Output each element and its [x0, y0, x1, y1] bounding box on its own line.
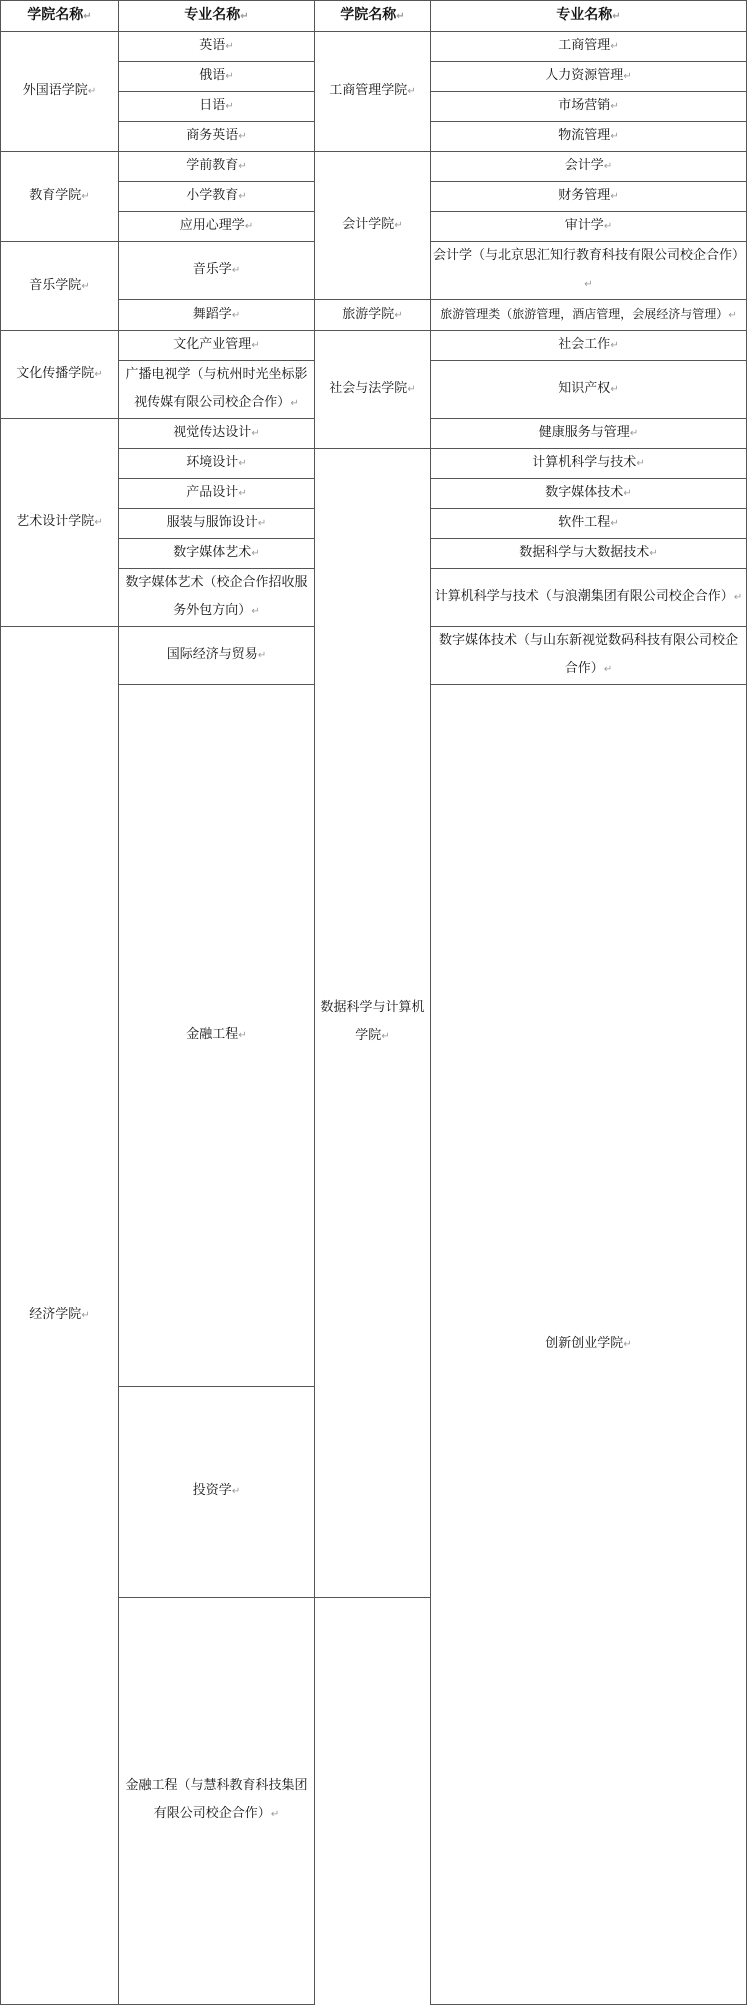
major-cell: 应用心理学↵ — [119, 212, 315, 242]
paragraph-mark-icon: ↵ — [251, 606, 260, 617]
paragraph-mark-icon: ↵ — [231, 309, 241, 321]
paragraph-mark-icon: ↵ — [394, 309, 403, 321]
table-row — [1, 32, 747, 62]
paragraph-mark-icon: ↵ — [623, 71, 632, 82]
paragraph-mark-icon: ↵ — [94, 369, 103, 380]
major-cell: 国际经济与贸易↵ — [119, 627, 315, 685]
major-cell: 音乐学↵ — [119, 242, 315, 300]
major-cell: 小学教育↵ — [119, 182, 315, 212]
paragraph-mark-icon: ↵ — [238, 1030, 247, 1041]
college-cell: 创新创业学院↵ — [431, 685, 747, 2005]
paragraph-mark-icon: ↵ — [238, 191, 247, 202]
major-cell: 服装与服饰设计↵ — [119, 509, 315, 539]
college-cell: 工商管理学院↵ — [315, 32, 431, 152]
paragraph-mark-icon: ↵ — [603, 664, 613, 675]
paragraph-mark-icon: ↵ — [381, 1031, 390, 1043]
paragraph-mark-icon: ↵ — [81, 280, 90, 292]
college-cell: 数据科学与计算机学院↵ — [315, 449, 431, 1598]
major-cell: 数字媒体艺术↵ — [119, 539, 315, 569]
paragraph-mark-icon: ↵ — [610, 384, 619, 395]
college-cell: 经济学院↵ — [1, 627, 119, 2005]
paragraph-mark-icon: ↵ — [87, 86, 97, 97]
paragraph-mark-icon: ↵ — [257, 650, 267, 661]
paragraph-mark-icon: ↵ — [728, 310, 737, 321]
paragraph-mark-icon: ↵ — [251, 340, 260, 351]
paragraph-mark-icon: ↵ — [603, 161, 613, 172]
paragraph-mark-icon: ↵ — [649, 548, 658, 559]
major-cell: 知识产权↵ — [431, 361, 747, 419]
paragraph-mark-icon: ↵ — [251, 428, 260, 439]
paragraph-mark-icon: ↵ — [612, 11, 621, 22]
paragraph-mark-icon: ↵ — [94, 517, 103, 528]
paragraph-mark-icon: ↵ — [238, 131, 247, 142]
paragraph-mark-icon: ↵ — [83, 11, 92, 22]
major-cell: 投资学↵ — [119, 1387, 315, 1598]
major-cell: 数字媒体技术↵ — [431, 479, 747, 509]
paragraph-mark-icon: ↵ — [623, 1339, 632, 1350]
paragraph-mark-icon: ↵ — [231, 265, 241, 276]
paragraph-mark-icon: ↵ — [257, 518, 267, 529]
major-cell: 计算机科学与技术↵ — [431, 449, 747, 479]
paragraph-mark-icon: ↵ — [610, 41, 619, 52]
major-cell: 视觉传达设计↵ — [119, 419, 315, 449]
paragraph-mark-icon: ↵ — [238, 161, 247, 172]
major-cell: 人力资源管理↵ — [431, 62, 747, 92]
major-cell: 俄语↵ — [119, 62, 315, 92]
paragraph-mark-icon: ↵ — [610, 518, 619, 529]
college-cell: 会计学院↵ — [315, 152, 431, 300]
paragraph-mark-icon: ↵ — [225, 71, 234, 82]
major-cell: 计算机科学与技术（与浪潮集团有限公司校企合作）↵ — [431, 569, 747, 627]
major-cell: 英语↵ — [119, 32, 315, 62]
paragraph-mark-icon: ↵ — [733, 592, 743, 603]
college-cell: 艺术设计学院↵ — [1, 419, 119, 627]
paragraph-mark-icon: ↵ — [270, 1809, 280, 1821]
major-cell: 财务管理↵ — [431, 182, 747, 212]
paragraph-mark-icon: ↵ — [238, 458, 247, 469]
major-cell: 工商管理↵ — [431, 32, 747, 62]
paragraph-mark-icon: ↵ — [244, 221, 254, 232]
major-cell: 健康服务与管理↵ — [431, 419, 747, 449]
college-cell: 社会与法学院↵ — [315, 331, 431, 449]
college-cell: 音乐学院↵ — [1, 242, 119, 331]
paragraph-mark-icon: ↵ — [394, 220, 403, 231]
header-college-left: 学院名称↵ — [1, 1, 119, 32]
paragraph-mark-icon: ↵ — [240, 11, 249, 22]
major-cell: 数据科学与大数据技术↵ — [431, 539, 747, 569]
major-cell: 金融工程↵ — [119, 685, 315, 1387]
paragraph-mark-icon: ↵ — [610, 101, 619, 112]
major-cell: 数字媒体艺术（校企合作招收服务外包方向）↵ — [119, 569, 315, 627]
major-cell: 金融工程（与慧科教育科技集团有限公司校企合作）↵ — [119, 1597, 315, 2004]
major-cell: 软件工程↵ — [431, 509, 747, 539]
paragraph-mark-icon: ↵ — [81, 1310, 90, 1321]
major-cell: 舞蹈学↵ — [119, 300, 315, 331]
paragraph-mark-icon: ↵ — [231, 1486, 241, 1498]
major-cell: 物流管理↵ — [431, 122, 747, 152]
major-cell: 会计学↵ — [431, 152, 747, 182]
table-row — [1, 331, 747, 361]
major-cell: 日语↵ — [119, 92, 315, 122]
paragraph-mark-icon: ↵ — [81, 191, 90, 202]
paragraph-mark-icon: ↵ — [238, 488, 247, 499]
paragraph-mark-icon: ↵ — [225, 101, 234, 112]
paragraph-mark-icon: ↵ — [407, 384, 416, 395]
major-cell: 产品设计↵ — [119, 479, 315, 509]
college-cell: 外国语学院↵ — [1, 32, 119, 152]
major-cell: 旅游管理类（旅游管理，酒店管理，会展经济与管理）↵ — [431, 300, 747, 331]
major-cell: 审计学↵ — [431, 212, 747, 242]
major-cell: 广播电视学（与杭州时光坐标影视传媒有限公司校企合作）↵ — [119, 361, 315, 419]
college-cell: 教育学院↵ — [1, 152, 119, 242]
paragraph-mark-icon: ↵ — [610, 340, 619, 351]
paragraph-mark-icon: ↵ — [610, 131, 619, 142]
paragraph-mark-icon: ↵ — [290, 398, 299, 409]
college-cell: 旅游学院↵ — [315, 300, 431, 331]
major-cell: 学前教育↵ — [119, 152, 315, 182]
paragraph-mark-icon: ↵ — [251, 548, 260, 559]
major-cell: 社会工作↵ — [431, 331, 747, 361]
header-major-right: 专业名称↵ — [431, 1, 747, 32]
header-major-left: 专业名称↵ — [119, 1, 315, 32]
paragraph-mark-icon: ↵ — [623, 488, 632, 499]
paragraph-mark-icon: ↵ — [629, 428, 639, 439]
paragraph-mark-icon: ↵ — [603, 221, 613, 232]
table-row — [1, 152, 747, 182]
major-cell: 数字媒体技术（与山东新视觉数码科技有限公司校企合作）↵ — [431, 627, 747, 685]
paragraph-mark-icon: ↵ — [610, 191, 619, 202]
paragraph-mark-icon: ↵ — [396, 11, 405, 22]
paragraph-mark-icon: ↵ — [636, 458, 645, 469]
paragraph-mark-icon: ↵ — [407, 86, 416, 97]
major-cell: 文化产业管理↵ — [119, 331, 315, 361]
paragraph-mark-icon: ↵ — [225, 41, 234, 52]
header-college-right: 学院名称↵ — [315, 1, 431, 32]
major-cell: 环境设计↵ — [119, 449, 315, 479]
header-row — [1, 1, 747, 32]
college-cell: 文化传播学院↵ — [1, 331, 119, 419]
paragraph-mark-icon: ↵ — [584, 279, 593, 290]
major-cell: 市场营销↵ — [431, 92, 747, 122]
major-cell: 会计学（与北京思汇知行教育科技有限公司校企合作）↵ — [431, 242, 747, 300]
major-cell: 商务英语↵ — [119, 122, 315, 152]
